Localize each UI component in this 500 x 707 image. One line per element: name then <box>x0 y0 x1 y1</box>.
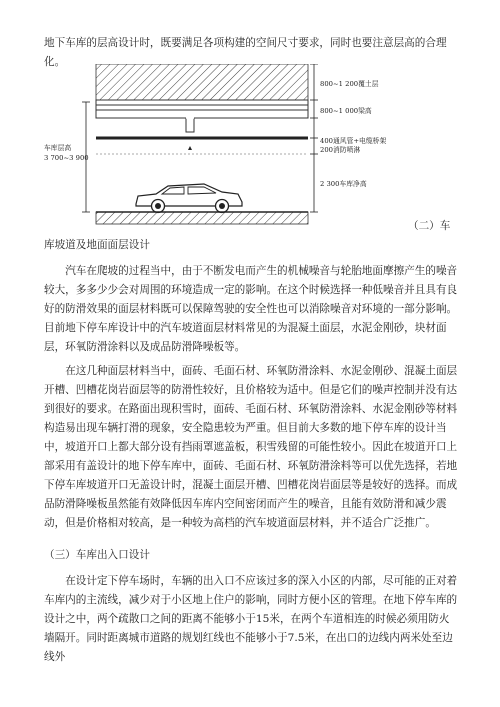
body-paragraph-2: 在这几种面层材料当中，面砖、毛面石材、环氧防滑涂料、水泥金刚砂、混凝土面层开槽、凹槽花岗岩面层等的防滑性较好，且价格较为适中。但是它们的噪声控制并没有达到很好的要求。在路面出现积雪时，面砖、毛面石材、环氧防滑涂料、水泥金刚砂等材料构造易出现车辆打滑的现象，安全隐患较为严重。但目前大多数的地下停车库的设计当中，坡道开口上都大部分设有挡雨罩遮盖板，积雪残留的可能性较小。因此在坡道开口上部采用有盖设计的地下停车库中，面砖、毛面石材、环氧防滑涂料等可以优先选择，若地下停车库坡道开口无盖设计时，混凝土面层开槽、凹槽花岗岩面层等是较好的选择。而成品防滑降噪板虽然能有效降低因车库内空间密闭而产生的噪音，且能有效防滑和减少震动，但是价格相对较高，是一种较为高档的汽车坡道面层材料，并不适合广泛推广。 <box>44 365 458 529</box>
car-icon <box>136 184 242 213</box>
garage-section-figure <box>42 64 462 234</box>
label-soil-cover: 800~1 200覆土层 <box>320 80 379 88</box>
section-heading-3: （三）车库出入口设计 <box>44 549 150 561</box>
left-label-line1: 车库层高 <box>44 144 72 152</box>
label-beam-height: 800~1 000梁高 <box>320 107 372 115</box>
section-heading-part1: （二）车 <box>408 220 451 232</box>
label-duct: 400通风管+电缆桥架 <box>320 137 387 145</box>
beam <box>96 110 308 118</box>
soil-cover-layer <box>96 64 308 100</box>
label-sprinkler: 200消防喷淋 <box>320 146 361 154</box>
sprinkler-head <box>188 146 192 150</box>
body-paragraph-1: 汽车在爬坡的过程当中，由于不断发电而产生的机械噪音与轮胎地面摩擦产生的噪音较大，多多少少会对周围的环境造成一定的影响。在这个时候选择一种低噪音并且具有良好的防滑效果的面层材料既可以保障驾驶的安全性也可以消除噪音对环境的一部分影响。目前地下停车库设计中的汽车坡道面层材料常见的为混凝土面层，水泥金刚砂，块材面层，环氧防滑涂料以及成品防滑降噪板等。 <box>44 265 458 353</box>
left-label-line2: 3 700~3 900 <box>44 154 89 162</box>
intro-paragraph: 地下车库的层高设计时，既要满足各项构建的空间尺寸要求，同时也要注意层高的合理化。 <box>44 37 447 68</box>
body-paragraph-3: 在设计定下停车场时，车辆的出入口不应该过多的深入小区的内部，尽可能的正对着车库内的主流线，减少对于小区地上住户的影响，同时方便小区的管理。在地下停车库的设计之中，两个疏散口之间的距离不能够小于15米，在两个车道相连的时候必须用防火墙隔开。同时距离城市道路的规划红线也不能够小于7.5米，在出口的边线内两米处至边线外 <box>44 575 458 663</box>
floor-slab <box>96 212 308 224</box>
garage-section-diagram <box>42 64 462 234</box>
label-clear-height: 2 300车库净高 <box>320 180 367 188</box>
section-heading-part2: 库坡道及地面面层设计 <box>44 239 150 251</box>
